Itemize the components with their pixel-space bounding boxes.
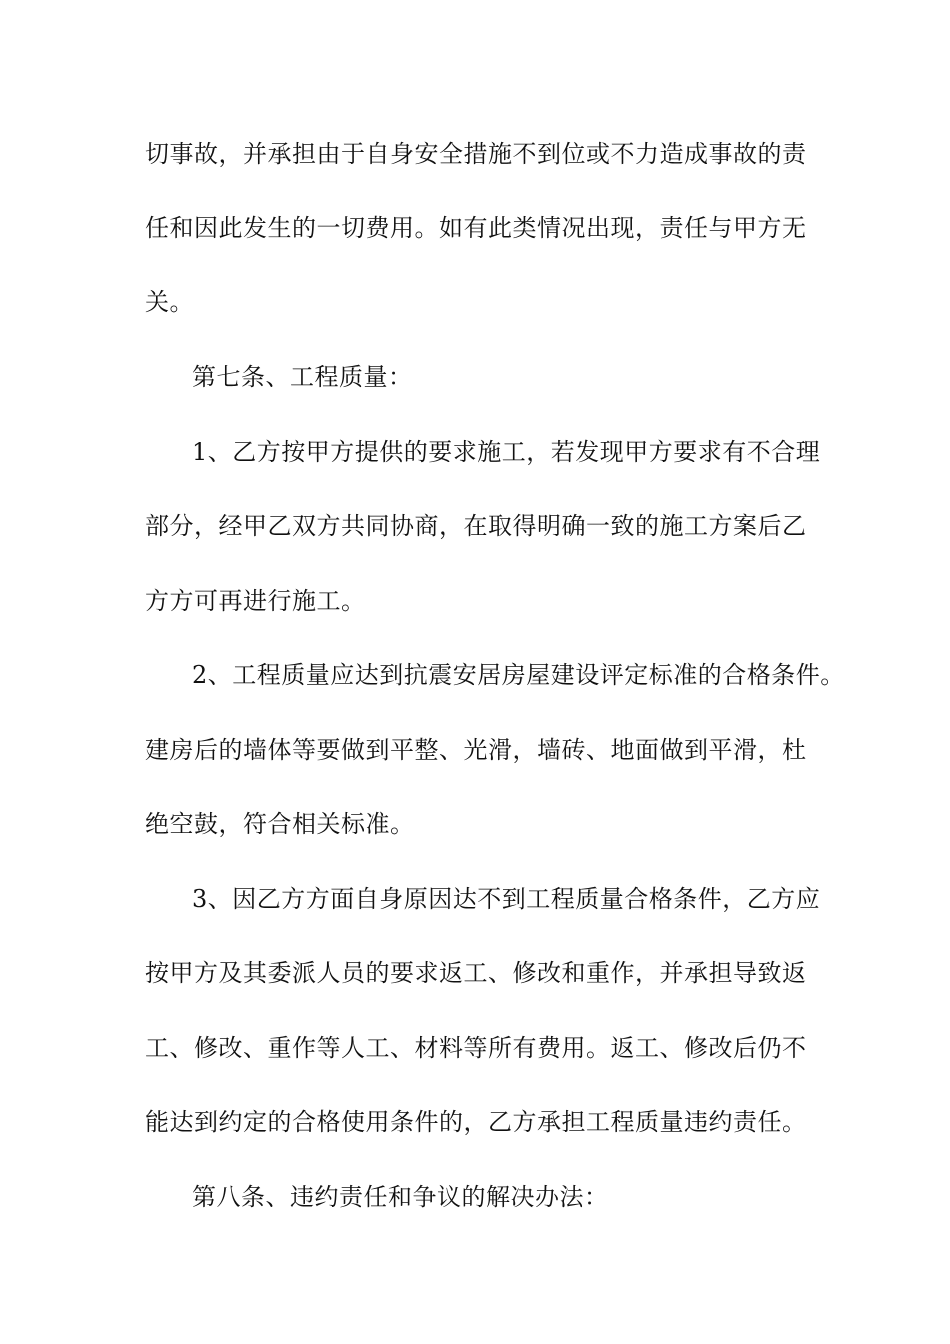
- text-line-6: 部分，经甲乙双方共同协商，在取得明确一致的施工方案后乙: [145, 512, 807, 540]
- text-line-7: 方方可再进行施工。: [145, 587, 366, 615]
- text-line-8: 2、工程质量应达到抗震安居房屋建设评定标准的合格条件。: [192, 661, 845, 689]
- text-line-12: 按甲方及其委派人员的要求返工、修改和重作，并承担导致返: [145, 959, 807, 987]
- text-line-11: 3、因乙方方面自身原因达不到工程质量合格条件，乙方应: [192, 885, 821, 913]
- text-line-1: 切事故，并承担由于自身安全措施不到位或不力造成事故的责: [145, 140, 807, 168]
- text-line-14: 能达到约定的合格使用条件的，乙方承担工程质量违约责任。: [145, 1108, 807, 1136]
- text-line-9: 建房后的墙体等要做到平整、光滑，墙砖、地面做到平滑，杜: [145, 736, 807, 764]
- section-heading-article-8: 第八条、违约责任和争议的解决办法：: [192, 1183, 609, 1211]
- text-line-2: 任和因此发生的一切费用。如有此类情况出现，责任与甲方无: [145, 214, 807, 242]
- text-line-5: 1、乙方按甲方提供的要求施工，若发现甲方要求有不合理: [192, 438, 821, 466]
- text-line-10: 绝空鼓，符合相关标准。: [145, 810, 415, 838]
- section-heading-article-7: 第七条、工程质量：: [192, 363, 413, 391]
- text-line-3: 关。: [145, 288, 194, 316]
- text-line-13: 工、修改、重作等人工、材料等所有费用。返工、修改后仍不: [145, 1034, 807, 1062]
